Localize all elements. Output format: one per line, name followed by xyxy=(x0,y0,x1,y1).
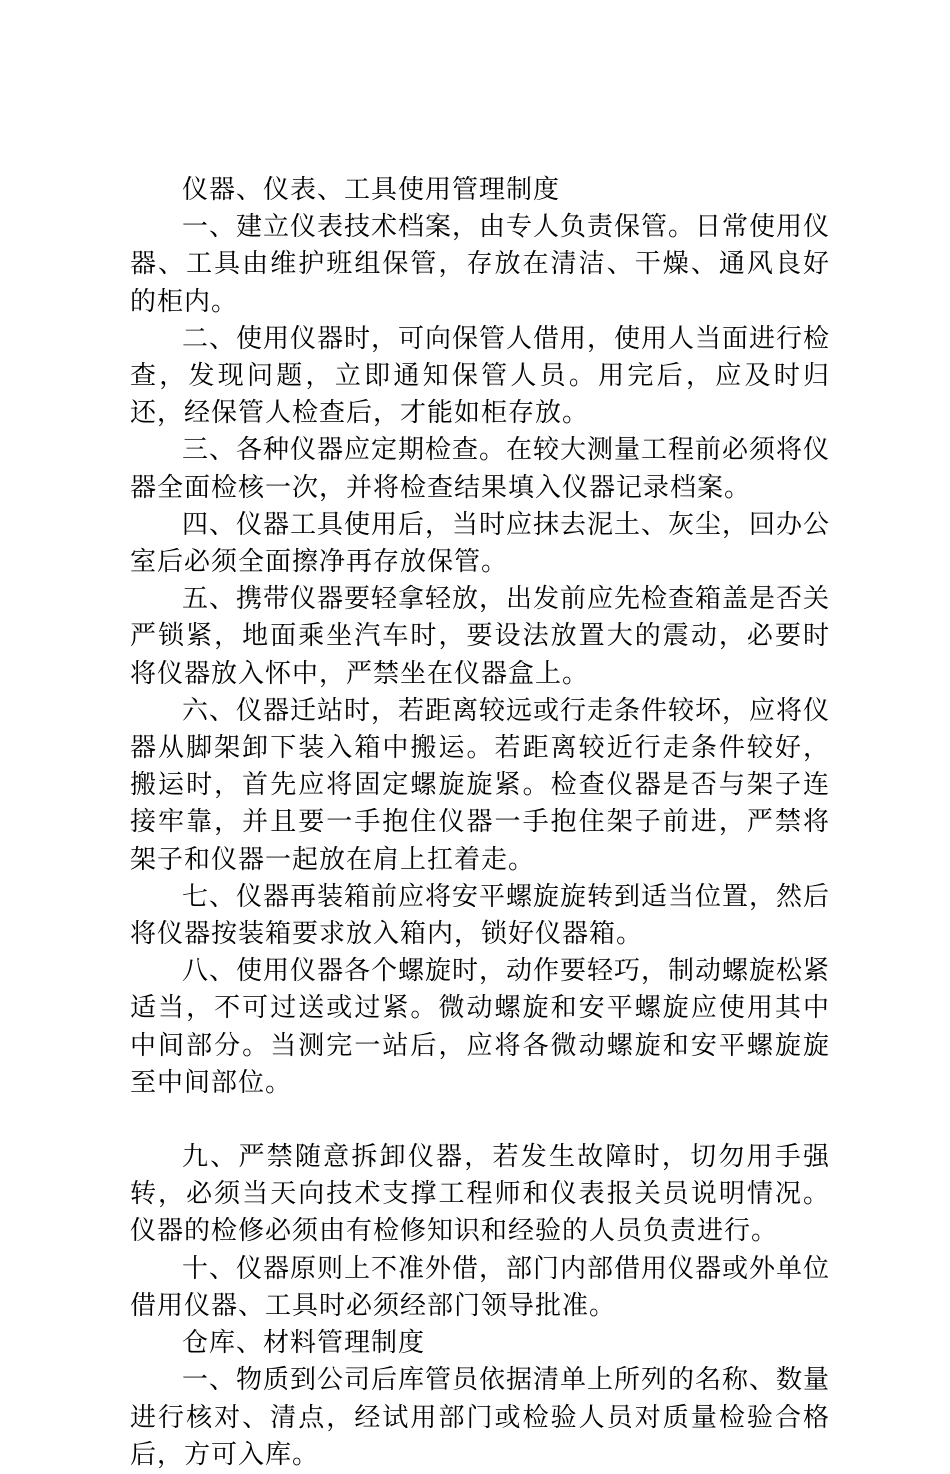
paragraph: 十、仪器原则上不准外借，部门内部借用仪器或外单位借用仪器、工具时必须经部门领导批准。 xyxy=(130,1253,831,1321)
paragraph: 一、物质到公司后库管员依据清单上所列的名称、数量进行核对、清点，经试用部门或检验人员对质量检验合格后，方可入库。 xyxy=(130,1365,831,1470)
paragraph: 一、建立仪表技术档案，由专人负责保管。日常使用仪器、工具由维护班组保管，存放在清洁、干燥、通风良好的柜内。 xyxy=(130,212,831,317)
blank-line xyxy=(130,1102,830,1139)
paragraph: 五、携带仪器要轻拿轻放，出发前应先检查箱盖是否关严锁紧，地面乘坐汽车时，要设法放置大的震动，必要时将仪器放入怀中，严禁坐在仪器盒上。 xyxy=(130,584,831,689)
paragraph: 三、各种仪器应定期检查。在较大测量工程前必须将仪器全面检核一次，并将检查结果填入仪器记录档案。 xyxy=(130,435,831,503)
paragraph: 六、仪器迁站时，若距离较远或行走条件较坏，应将仪器从脚架卸下装入箱中搬运。若距离较近行走条件较好，搬运时，首先应将固定螺旋旋紧。检查仪器是否与架子连接牢靠，并且要一手抱住仪器一手抱住架子前进，严禁将架子和仪器一起放在肩上扛着走。 xyxy=(130,695,831,875)
section-title: 仓库、材料管理制度 xyxy=(182,1328,426,1359)
section-title: 仪器、仪表、工具使用管理制度 xyxy=(182,175,561,205)
paragraph: 七、仪器再装箱前应将安平螺旋旋转到适当位置，然后将仪器按装箱要求放入箱内，锁好仪器箱。 xyxy=(130,881,831,950)
paragraph: 二、使用仪器时，可向保管人借用，使用人当面进行检查，发现问题，立即通知保管人员。用完后，应及时归还，经保管人检查后，才能如柜存放。 xyxy=(130,323,831,429)
paragraph: 四、仪器工具使用后，当时应抹去泥土、灰尘，回办公室后必须全面擦净再存放保管。 xyxy=(130,509,831,578)
paragraph: 八、使用仪器各个螺旋时，动作要轻巧，制动螺旋松紧适当，不可过送或过紧。微动螺旋和安平螺旋应使用其中中间部分。当测完一站后，应将各微动螺旋和安平螺旋旋至中间部位。 xyxy=(130,956,831,1098)
document-page xyxy=(130,172,830,1474)
paragraph: 九、严禁随意拆卸仪器，若发生故障时，切勿用手强转，必须当天向技术支撑工程师和仪表报关员说明情况。仪器的检修必须由有检修知识和经验的人员负责进行。 xyxy=(130,1142,830,1247)
